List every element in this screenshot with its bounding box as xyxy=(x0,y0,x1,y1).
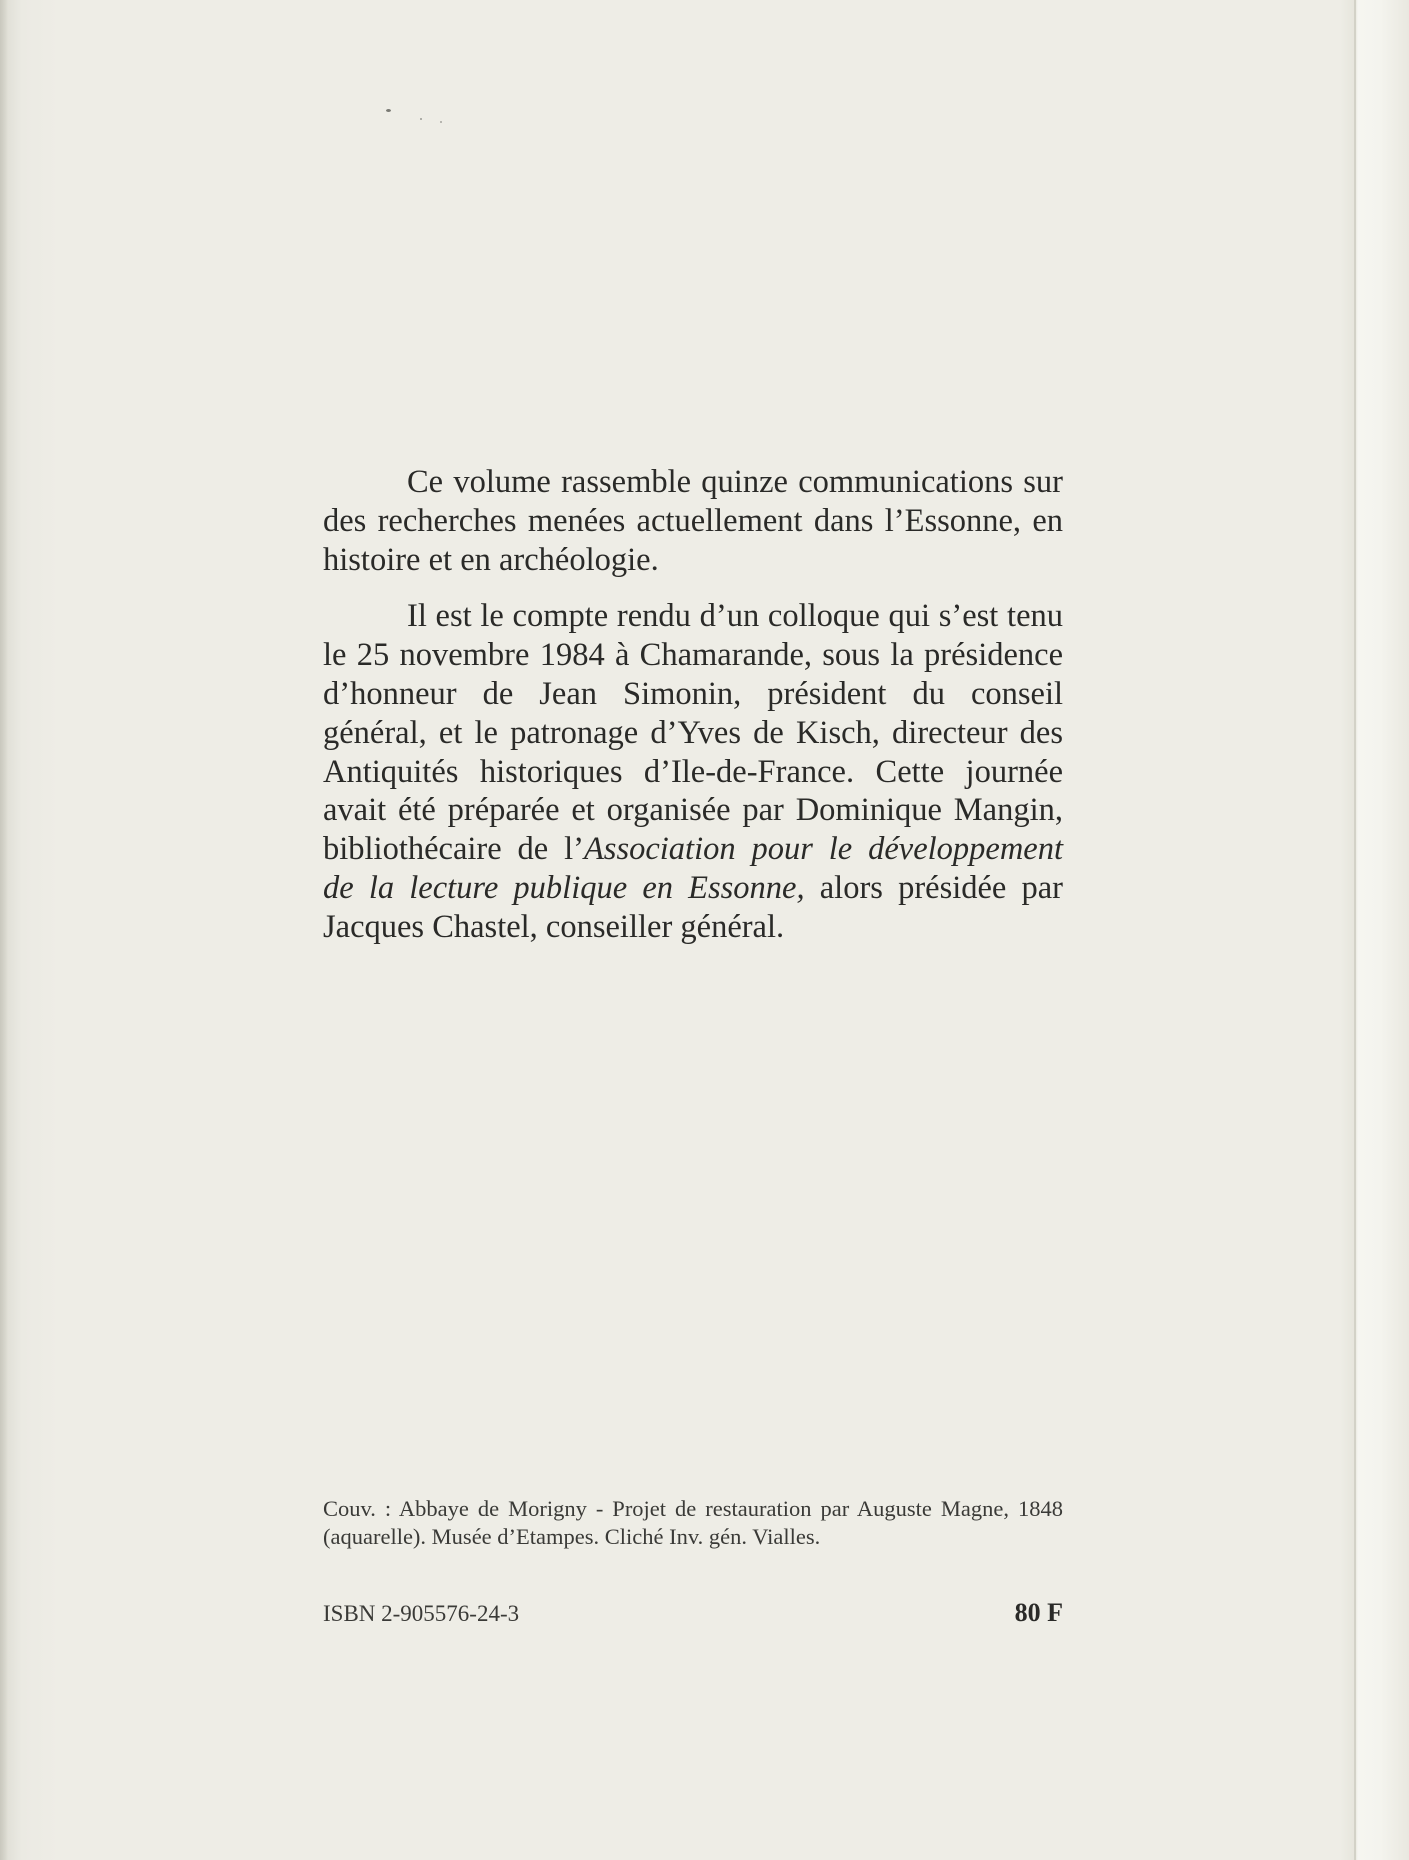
dust-speck xyxy=(420,118,422,120)
description-text xyxy=(323,463,1063,947)
paragraph-1: Ce volume rassemble quinze communications sur des recherches menées actuellement dans l’Essonne, en histoire et en archéologie. xyxy=(323,464,1063,578)
spine-fold xyxy=(1354,0,1356,1860)
isbn: ISBN 2-905576-24-3 xyxy=(323,1601,520,1626)
paragraph-2 xyxy=(323,597,1063,946)
association-name: Association pour le développement de la lecture publique en Essonne, xyxy=(323,831,1063,906)
paragraph-2-end: alors présidée par Jacques Chastel, conseiller général. xyxy=(323,869,1063,945)
cover-caption: Couv. : Abbaye de Morigny - Projet de restauration par Auguste Magne, 1848 (aquarelle). Musée d’Etampes. Cliché Inv. gén. Vialles. xyxy=(323,1496,1063,1549)
paragraph-2-start: Il est le compte rendu d’un colloque qui s’est tenu le 25 novembre 1984 à Chamarande, sous la présidence d’honneur de Jean Simonin, président du conseil général, et le patronage d’Yves de Kisch, directeur des Antiquités historiques d’Ile-de-France. Cette journée avait été préparée et organisée par Dominique Mangin, bibliothécaire de l’ xyxy=(323,598,1063,868)
dust-speck xyxy=(386,109,391,112)
dust-speck xyxy=(440,121,442,123)
price: 80 F xyxy=(1014,1598,1063,1627)
page-edge-shadow xyxy=(0,0,8,1860)
footer xyxy=(323,1598,1063,1628)
